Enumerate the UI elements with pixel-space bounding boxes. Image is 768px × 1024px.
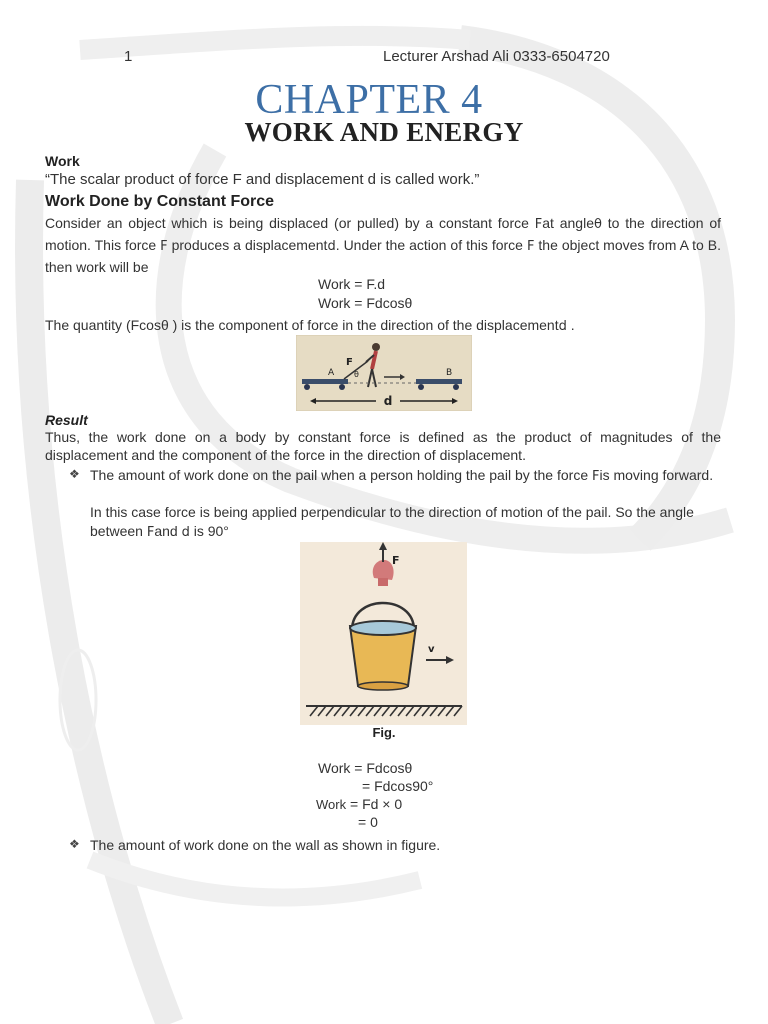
result-heading: Result bbox=[45, 412, 88, 428]
figure2-caption: Fig. bbox=[372, 725, 396, 740]
equation-work-fd: Work = F.d bbox=[318, 276, 386, 292]
chapter-subtitle: WORK AND ENERGY bbox=[244, 117, 524, 147]
figure-pail bbox=[300, 542, 467, 725]
equation2-line2: = Fdcos90° bbox=[362, 778, 434, 794]
figure1-label-B: B bbox=[446, 368, 453, 378]
figure1-label-d: d bbox=[383, 394, 393, 408]
figure1-label-A: A bbox=[328, 368, 335, 378]
bullet-icon-2: ❖ bbox=[69, 837, 80, 851]
figure1-label-theta: θ bbox=[354, 370, 359, 379]
figure2-label-F: F bbox=[392, 554, 400, 567]
bullet2-text: The amount of work done on the wall as shown in figure. bbox=[90, 837, 441, 853]
equation-work-fdcos: Work = Fdcosθ bbox=[318, 295, 413, 311]
lecturer-header: Lecturer Arshad Ali 0333-6504720 bbox=[383, 48, 610, 65]
page-number: 1 bbox=[124, 48, 133, 65]
intro-paragraph: Consider an object which is being displaced (or pulled) by a constant force Fat angleθ to the direction of motion. This force F produces a displacementd. Under the action of this force F the object moves from A to B. then work will be bbox=[45, 215, 722, 275]
equation2-line1: Work = Fdcosθ bbox=[318, 760, 413, 776]
component-sentence: The quantity (Fcosθ ) is the component of force in the direction of the displacementd . bbox=[45, 317, 575, 334]
bullet1-text: The amount of work done on the pail when a person holding the pail by the force Fis moving forward. bbox=[90, 467, 714, 484]
chapter-title: CHAPTER 4 bbox=[255, 77, 483, 123]
work-definition: “The scalar product of force F and displacement d is called work.” bbox=[45, 171, 480, 188]
equation2-line3: Work = Fd × 0 bbox=[316, 796, 403, 812]
result-paragraph: Thus, the work done on a body by constant force is defined as the product of magnitudes of the displacement and the component of the force in the direction of displacement. bbox=[45, 429, 721, 463]
bullet1-explanation: In this case force is being applied perpendicular to the direction of motion of the pail. So the angle between Fand d is 90° bbox=[90, 504, 694, 540]
figure2-label-v: v bbox=[428, 644, 435, 655]
bullet-icon-1: ❖ bbox=[69, 467, 80, 481]
section-heading: Work Done by Constant Force bbox=[45, 193, 275, 210]
figure1-label-F: F bbox=[346, 357, 353, 368]
equation2-line4: = 0 bbox=[358, 814, 378, 830]
work-heading: Work bbox=[45, 153, 80, 169]
figure-pulling-cart bbox=[296, 335, 472, 411]
